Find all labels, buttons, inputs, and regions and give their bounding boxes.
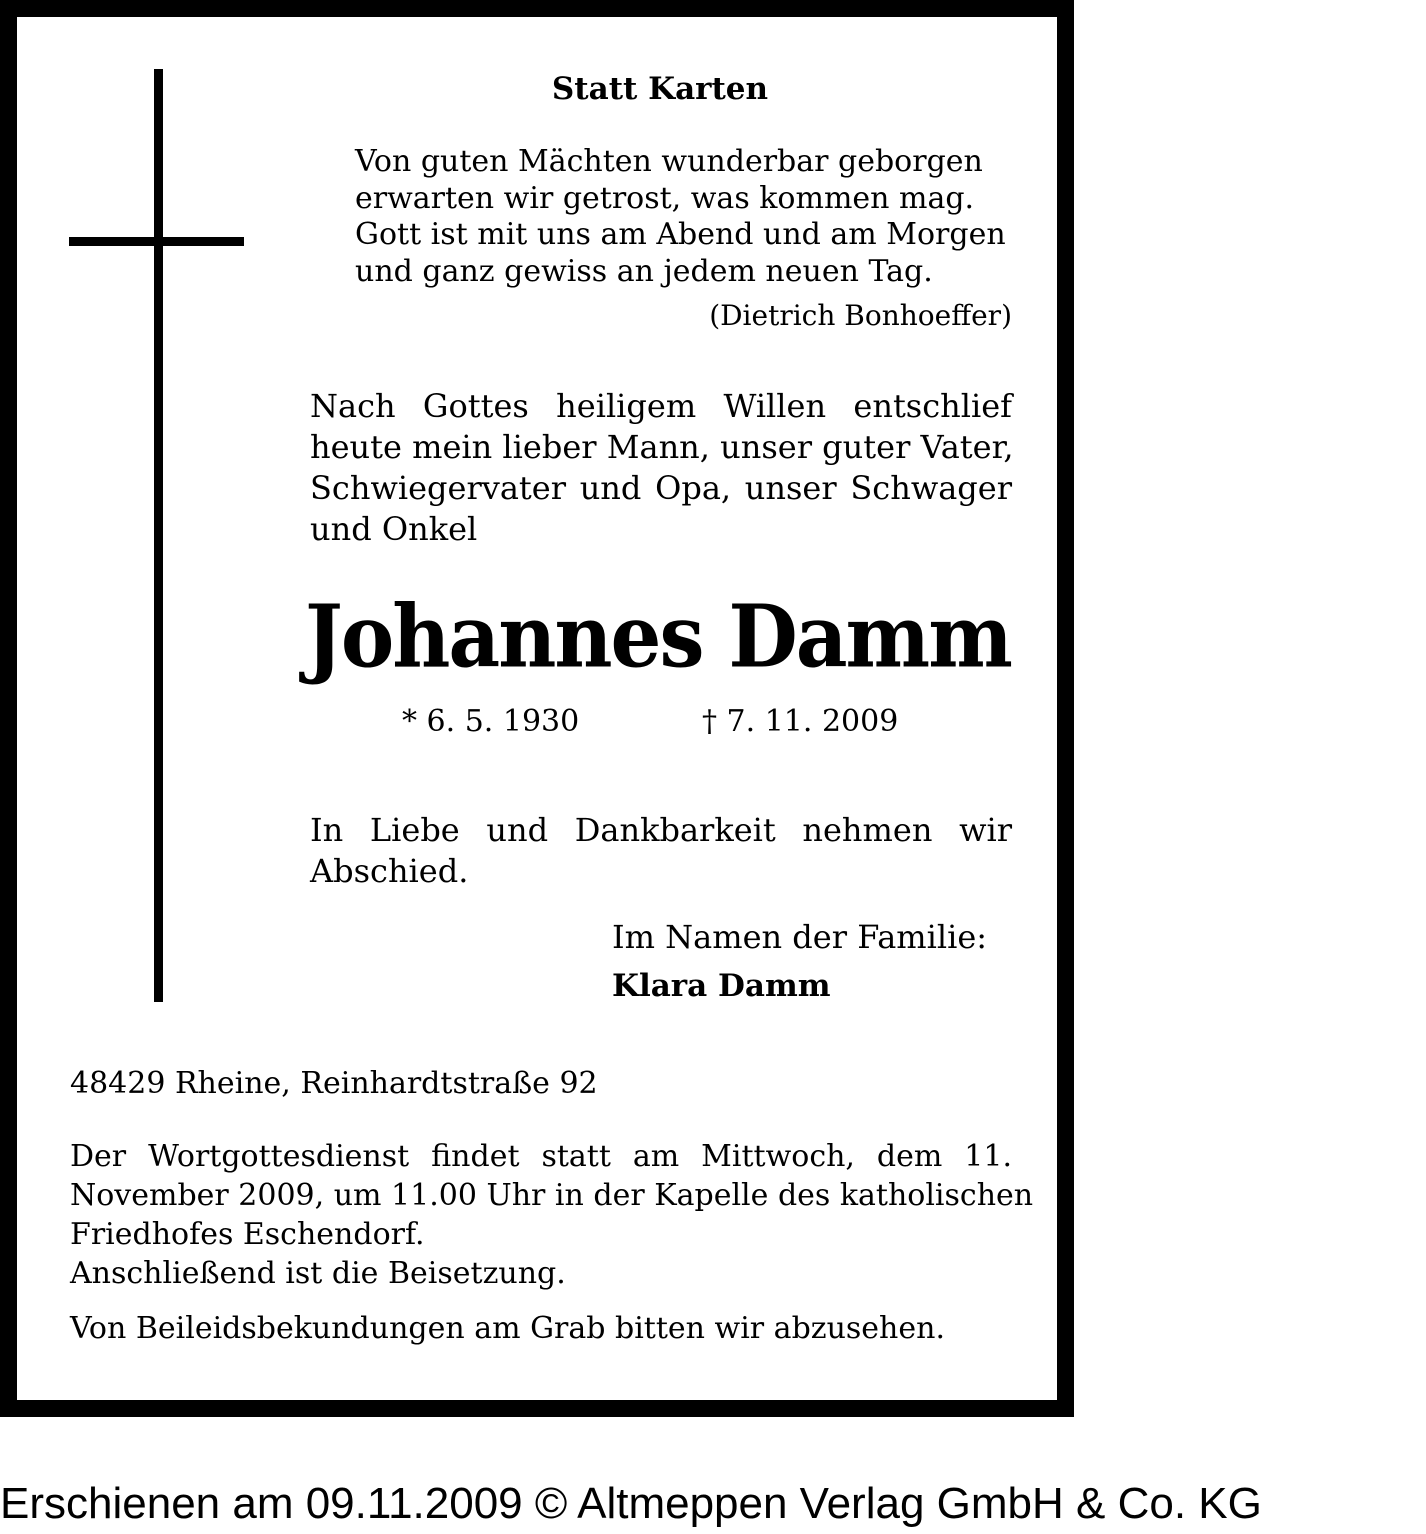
intro-line: Schwiegervater und Opa, unser Schwager: [310, 469, 1012, 507]
condolence-note: Von Beileidsbekundungen am Grab bitten wir abzusehen.: [70, 1311, 945, 1346]
farewell-line: Abschied.: [310, 852, 469, 890]
intro-line: heute mein lieber Mann, unser guter Vater,: [310, 428, 1014, 466]
poem-attribution: (Dietrich Bonhoeffer): [709, 299, 1012, 332]
address: 48429 Rheine, Reinhardtstraße 92: [70, 1066, 598, 1101]
service-paragraph: [70, 1137, 1034, 1293]
notice-heading: Statt Karten: [551, 71, 769, 107]
intro-line: Nach Gottes heiligem Willen entschlief: [310, 387, 1012, 425]
signatory-name: Klara Damm: [612, 968, 831, 1004]
cross-icon: [154, 69, 163, 1002]
service-line: Friedhofes Eschendorf.: [70, 1217, 425, 1252]
intro-paragraph: [310, 386, 1012, 550]
poem-line: und ganz gewiss an jedem neuen Tag.: [355, 253, 933, 289]
publication-footer: Erschienen am 09.11.2009 © Altmeppen Verlag GmbH & Co. KG: [0, 1479, 1262, 1528]
service-line: Der Wortgottesdienst findet statt am Mittwoch, dem 11.: [70, 1139, 1012, 1174]
service-line: Anschließend ist die Beisetzung.: [70, 1256, 566, 1291]
cross-icon-crossbar: [69, 237, 244, 246]
death-date: † 7. 11. 2009: [702, 704, 899, 739]
service-line: November 2009, um 11.00 Uhr in der Kapelle des katholischen: [70, 1178, 1034, 1213]
poem-quote: [355, 144, 1055, 290]
poem-line: erwarten wir getrost, was kommen mag.: [355, 180, 975, 216]
birth-date: * 6. 5. 1930: [402, 704, 580, 739]
farewell-paragraph: [310, 810, 1012, 892]
family-label: Im Namen der Familie:: [612, 918, 988, 956]
deceased-name: Johannes Damm: [305, 585, 1011, 688]
farewell-line: In Liebe und Dankbarkeit nehmen wir: [310, 811, 1012, 849]
poem-line: Von guten Mächten wunderbar geborgen: [355, 144, 983, 179]
poem-line: Gott ist mit uns am Abend und am Morgen: [355, 217, 1006, 252]
intro-line: und Onkel: [310, 510, 478, 548]
